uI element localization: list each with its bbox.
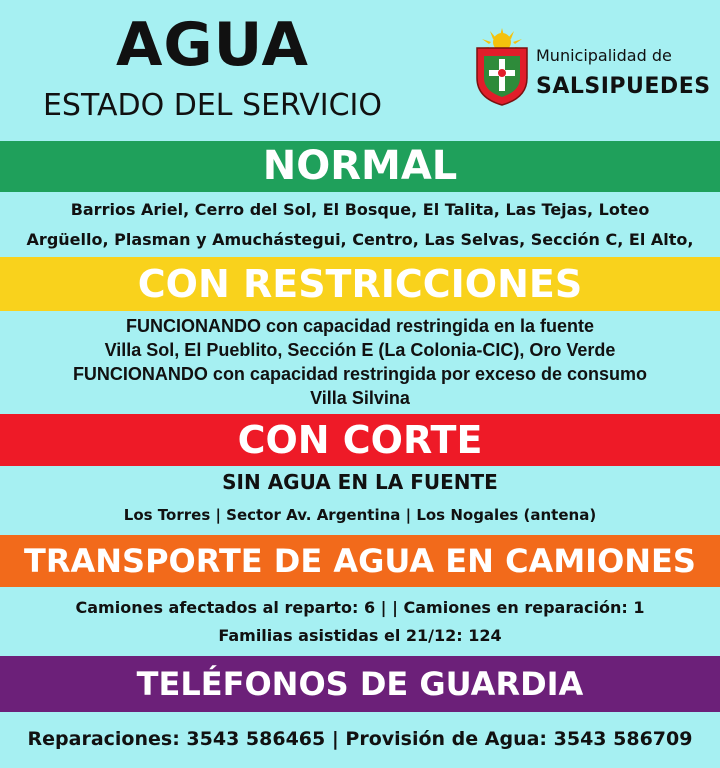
municipal-shield-icon (474, 28, 530, 106)
page-title: AGUA (116, 10, 309, 80)
municipality-name: SALSIPUEDES (536, 74, 711, 99)
header (0, 0, 720, 140)
corte-detail: Los Torres | Sector Av. Argentina | Los Nogales (antena) (123, 506, 597, 524)
normal-line: Argüello, Plasman y Amuchástegui, Centro, Las Selvas, Sección C, El Alto, (26, 230, 694, 249)
normal-banner: NORMAL (0, 141, 720, 192)
page-subtitle: ESTADO DEL SERVICIO (42, 88, 383, 123)
normal-line: Barrios Ariel, Cerro del Sol, El Bosque, El Talita, Las Tejas, Loteo (70, 200, 650, 219)
telefonos-line: Reparaciones: 3543 586465 | Provisión de Agua: 3543 586709 (27, 728, 693, 750)
restricciones-line: FUNCIONANDO con capacidad restringida por exceso de consumo (72, 364, 648, 384)
transporte-line: Familias asistidas el 21/12: 124 (218, 626, 502, 645)
restricciones-line: FUNCIONANDO con capacidad restringida en la fuente (125, 316, 595, 336)
restricciones-line: Villa Silvina (310, 388, 410, 408)
restricciones-line: Villa Sol, El Pueblito, Sección E (La Colonia-CIC), Oro Verde (104, 340, 616, 360)
corte-heading: SIN AGUA EN LA FUENTE (222, 470, 498, 494)
transporte-line: Camiones afectados al reparto: 6 | | Camiones en reparación: 1 (75, 598, 645, 617)
corte-banner: CON CORTE (0, 414, 720, 466)
municipality-prefix: Municipalidad de (536, 46, 672, 65)
transporte-banner: TRANSPORTE DE AGUA EN CAMIONES (0, 535, 720, 587)
restricciones-banner: CON RESTRICCIONES (0, 257, 720, 311)
telefonos-banner: TELÉFONOS DE GUARDIA (0, 656, 720, 712)
